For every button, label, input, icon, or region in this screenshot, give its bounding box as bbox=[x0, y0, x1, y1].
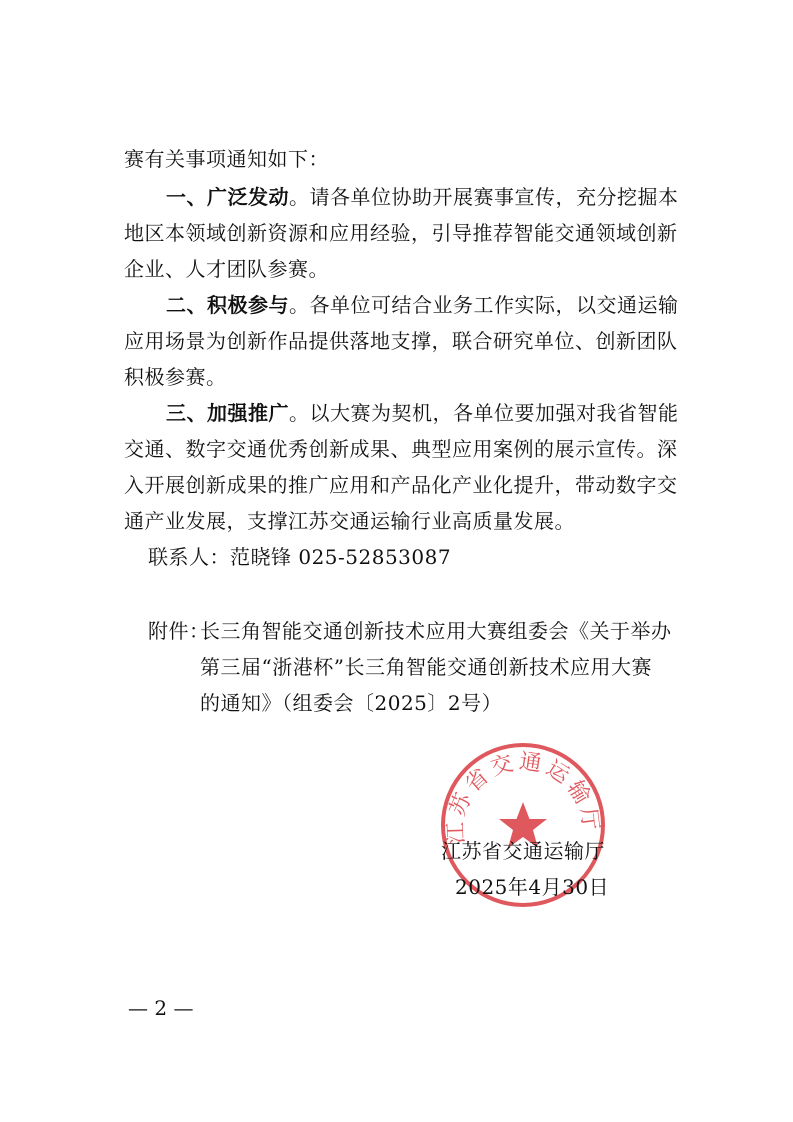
p3-line2: 交通、数字交通优秀创新成果、典型应用案例的展示宣传。深 bbox=[124, 437, 678, 461]
p2-line3: 积极参赛。 bbox=[124, 365, 227, 389]
attachment-line1: 长三角智能交通创新技术应用大赛组委会《关于举办 bbox=[200, 619, 672, 643]
intro-line: 赛有关事项通知如下： bbox=[124, 147, 329, 171]
p2-line1 bbox=[166, 292, 679, 318]
p1-line1-text: 。请各单位协助开展赛事宣传，充分挖掘本 bbox=[289, 185, 679, 209]
p3-line3: 入开展创新成果的推广应用和产品化产业化提升，带动数字交 bbox=[124, 473, 678, 497]
p2-heading: 二、积极参与 bbox=[166, 293, 289, 317]
p3-line1-text: 。以大赛为契机，各单位要加强对我省智能 bbox=[289, 401, 679, 425]
attachment-line3: 的通知》（组委会〔2025〕2号） bbox=[200, 691, 503, 715]
signature-org: 江苏省交通运输厅 bbox=[441, 839, 605, 863]
attachment-label: 附件： bbox=[148, 619, 210, 643]
contact-line: 联系人：范晓锋 025-52853087 bbox=[148, 545, 452, 569]
p1-line1 bbox=[166, 184, 679, 210]
p1-line2: 地区本领域创新资源和应用经验，引导推荐智能交通领域创新 bbox=[124, 221, 678, 245]
p2-line2: 应用场景为创新作品提供落地支撑，联合研究单位、创新团队 bbox=[124, 329, 678, 353]
p2-line1-text: 。各单位可结合业务工作实际，以交通运输 bbox=[289, 293, 679, 317]
p1-heading: 一、广泛发动 bbox=[166, 185, 289, 209]
p3-line1 bbox=[166, 400, 679, 426]
page-number: — 2 — bbox=[128, 996, 194, 1020]
attachment-line2: 第三届“浙港杯”长三角智能交通创新技术应用大赛 bbox=[200, 655, 652, 679]
p3-heading: 三、加强推广 bbox=[166, 401, 289, 425]
signature-date: 2025年4月30日 bbox=[455, 875, 610, 899]
p3-line4: 通产业发展，支撑江苏交通运输行业高质量发展。 bbox=[124, 509, 575, 533]
seal-text: 江苏省交通运输厅 bbox=[443, 749, 604, 845]
p1-line3: 企业、人才团队参赛。 bbox=[124, 257, 329, 281]
